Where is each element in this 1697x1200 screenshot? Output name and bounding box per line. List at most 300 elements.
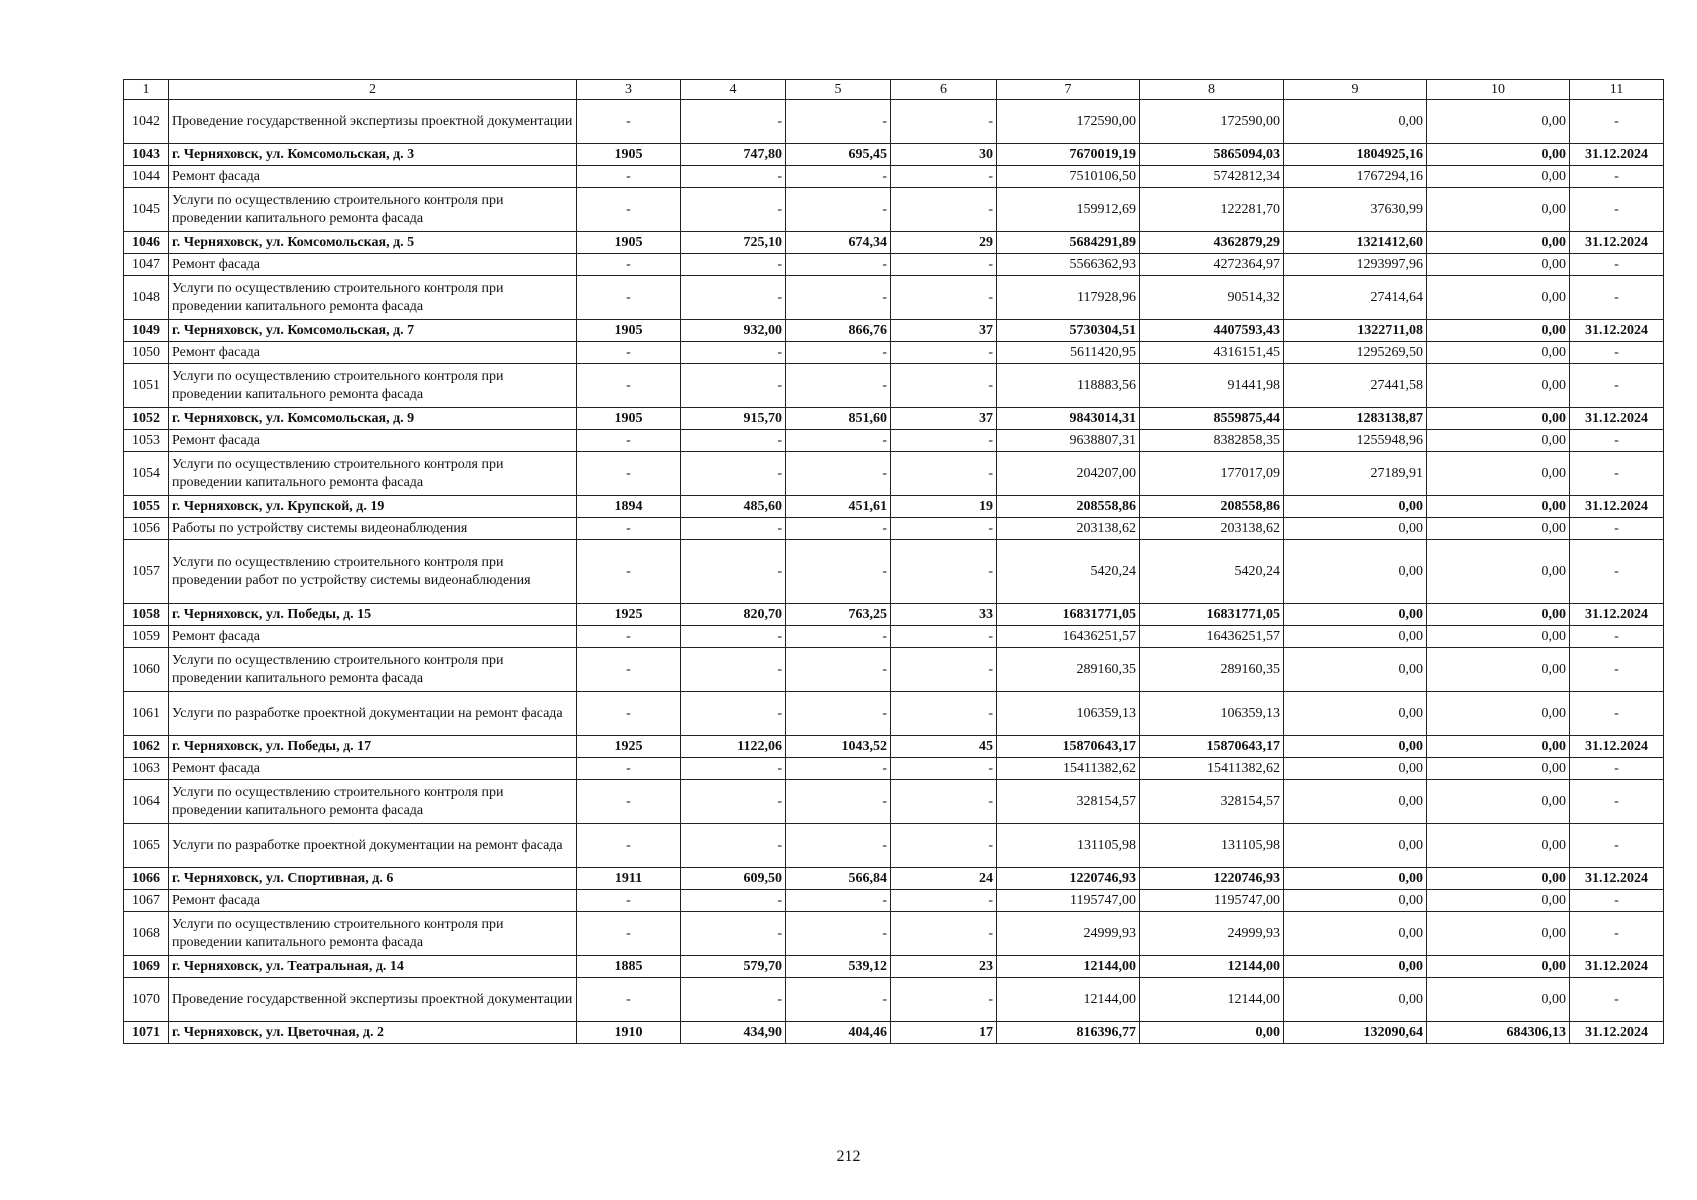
column-number: 9: [1284, 80, 1427, 100]
col-6-value: -: [891, 758, 997, 780]
col-8-amount: 4407593,43: [1140, 320, 1284, 342]
col-11-date: -: [1570, 648, 1664, 692]
col-6-value: -: [891, 166, 997, 188]
col-4-value: 1122,06: [681, 736, 786, 758]
col-7-amount: 5566362,93: [997, 254, 1140, 276]
col-10-amount: 0,00: [1427, 430, 1570, 452]
item-description: Услуги по осуществлению строительного контроля при проведении работ по устройству системы видеонаблюдения: [169, 540, 577, 604]
col-8-amount: 12144,00: [1140, 978, 1284, 1022]
col-9-amount: 0,00: [1284, 540, 1427, 604]
row-number: 1069: [124, 956, 169, 978]
table-row: [124, 890, 1664, 912]
col-7-amount: 16436251,57: [997, 626, 1140, 648]
item-description: г. Черняховск, ул. Победы, д. 15: [169, 604, 577, 626]
col-11-date: -: [1570, 780, 1664, 824]
item-description: Ремонт фасада: [169, 626, 577, 648]
col-3-value: 1905: [577, 232, 681, 254]
col-4-value: -: [681, 364, 786, 408]
col-9-amount: 1283138,87: [1284, 408, 1427, 430]
col-6-value: -: [891, 540, 997, 604]
col-6-value: 37: [891, 320, 997, 342]
item-description: Ремонт фасада: [169, 890, 577, 912]
table-row: [124, 912, 1664, 956]
col-7-amount: 16831771,05: [997, 604, 1140, 626]
table-row-address: [124, 956, 1664, 978]
row-number: 1050: [124, 342, 169, 364]
col-10-amount: 0,00: [1427, 692, 1570, 736]
item-description: Работы по устройству системы видеонаблюдения: [169, 518, 577, 540]
col-4-value: -: [681, 540, 786, 604]
col-5-value: -: [786, 166, 891, 188]
col-4-value: 915,70: [681, 408, 786, 430]
item-description: Услуги по осуществлению строительного контроля при проведении капитального ремонта фасада: [169, 912, 577, 956]
col-4-value: -: [681, 100, 786, 144]
col-5-value: -: [786, 626, 891, 648]
col-9-amount: 0,00: [1284, 692, 1427, 736]
col-9-amount: 0,00: [1284, 780, 1427, 824]
col-4-value: -: [681, 188, 786, 232]
table-row: [124, 342, 1664, 364]
col-8-amount: 289160,35: [1140, 648, 1284, 692]
col-8-amount: 0,00: [1140, 1022, 1284, 1044]
col-11-date: 31.12.2024: [1570, 408, 1664, 430]
col-3-value: -: [577, 342, 681, 364]
col-10-amount: 0,00: [1427, 408, 1570, 430]
row-number: 1044: [124, 166, 169, 188]
col-11-date: 31.12.2024: [1570, 144, 1664, 166]
col-4-value: -: [681, 430, 786, 452]
col-3-value: -: [577, 780, 681, 824]
col-11-date: -: [1570, 890, 1664, 912]
column-number: 6: [891, 80, 997, 100]
col-10-amount: 0,00: [1427, 626, 1570, 648]
col-11-date: -: [1570, 912, 1664, 956]
col-10-amount: 0,00: [1427, 166, 1570, 188]
column-number: 8: [1140, 80, 1284, 100]
col-10-amount: 0,00: [1427, 144, 1570, 166]
col-8-amount: 177017,09: [1140, 452, 1284, 496]
item-description: г. Черняховск, ул. Цветочная, д. 2: [169, 1022, 577, 1044]
col-8-amount: 15870643,17: [1140, 736, 1284, 758]
item-description: Ремонт фасада: [169, 758, 577, 780]
col-11-date: -: [1570, 100, 1664, 144]
col-4-value: -: [681, 780, 786, 824]
col-9-amount: 0,00: [1284, 956, 1427, 978]
col-10-amount: 0,00: [1427, 496, 1570, 518]
col-5-value: -: [786, 912, 891, 956]
col-9-amount: 0,00: [1284, 978, 1427, 1022]
col-5-value: -: [786, 518, 891, 540]
col-11-date: -: [1570, 166, 1664, 188]
table-row-address: [124, 320, 1664, 342]
col-8-amount: 5865094,03: [1140, 144, 1284, 166]
column-number: 11: [1570, 80, 1664, 100]
col-9-amount: 0,00: [1284, 626, 1427, 648]
item-description: Услуги по осуществлению строительного контроля при проведении капитального ремонта фасада: [169, 452, 577, 496]
col-4-value: 932,00: [681, 320, 786, 342]
item-description: Ремонт фасада: [169, 430, 577, 452]
col-9-amount: 27441,58: [1284, 364, 1427, 408]
col-9-amount: 1293997,96: [1284, 254, 1427, 276]
col-6-value: -: [891, 912, 997, 956]
col-3-value: -: [577, 890, 681, 912]
col-10-amount: 0,00: [1427, 868, 1570, 890]
col-9-amount: 0,00: [1284, 868, 1427, 890]
col-10-amount: 0,00: [1427, 824, 1570, 868]
item-description: Ремонт фасада: [169, 166, 577, 188]
col-11-date: 31.12.2024: [1570, 496, 1664, 518]
col-7-amount: 328154,57: [997, 780, 1140, 824]
col-7-amount: 7670019,19: [997, 144, 1140, 166]
col-3-value: 1925: [577, 604, 681, 626]
table-row: [124, 100, 1664, 144]
col-11-date: 31.12.2024: [1570, 868, 1664, 890]
table-row: [124, 978, 1664, 1022]
col-8-amount: 172590,00: [1140, 100, 1284, 144]
table-row: [124, 648, 1664, 692]
col-9-amount: 1295269,50: [1284, 342, 1427, 364]
col-7-amount: 9843014,31: [997, 408, 1140, 430]
col-7-amount: 208558,86: [997, 496, 1140, 518]
col-5-value: -: [786, 648, 891, 692]
col-7-amount: 172590,00: [997, 100, 1140, 144]
table-row-address: [124, 232, 1664, 254]
col-6-value: -: [891, 518, 997, 540]
col-6-value: 45: [891, 736, 997, 758]
col-11-date: -: [1570, 626, 1664, 648]
table-row: [124, 452, 1664, 496]
col-10-amount: 0,00: [1427, 254, 1570, 276]
col-8-amount: 16831771,05: [1140, 604, 1284, 626]
item-description: Услуги по осуществлению строительного контроля при проведении капитального ремонта фасада: [169, 780, 577, 824]
col-3-value: -: [577, 100, 681, 144]
col-8-amount: 4362879,29: [1140, 232, 1284, 254]
col-5-value: 695,45: [786, 144, 891, 166]
col-9-amount: 0,00: [1284, 496, 1427, 518]
table-row-address: [124, 736, 1664, 758]
col-8-amount: 24999,93: [1140, 912, 1284, 956]
item-description: г. Черняховск, ул. Спортивная, д. 6: [169, 868, 577, 890]
col-10-amount: 0,00: [1427, 452, 1570, 496]
col-10-amount: 684306,13: [1427, 1022, 1570, 1044]
row-number: 1056: [124, 518, 169, 540]
col-3-value: -: [577, 540, 681, 604]
col-3-value: 1910: [577, 1022, 681, 1044]
col-5-value: -: [786, 978, 891, 1022]
column-number: 1: [124, 80, 169, 100]
row-number: 1057: [124, 540, 169, 604]
col-7-amount: 7510106,50: [997, 166, 1140, 188]
col-4-value: 747,80: [681, 144, 786, 166]
col-7-amount: 289160,35: [997, 648, 1140, 692]
col-3-value: 1905: [577, 320, 681, 342]
row-number: 1048: [124, 276, 169, 320]
col-8-amount: 131105,98: [1140, 824, 1284, 868]
col-4-value: -: [681, 890, 786, 912]
col-11-date: -: [1570, 342, 1664, 364]
col-5-value: 851,60: [786, 408, 891, 430]
col-4-value: 609,50: [681, 868, 786, 890]
row-number: 1047: [124, 254, 169, 276]
col-9-amount: 0,00: [1284, 912, 1427, 956]
col-4-value: -: [681, 626, 786, 648]
col-5-value: 451,61: [786, 496, 891, 518]
col-8-amount: 4272364,97: [1140, 254, 1284, 276]
col-10-amount: 0,00: [1427, 956, 1570, 978]
item-description: Услуги по осуществлению строительного контроля при проведении капитального ремонта фасада: [169, 276, 577, 320]
col-6-value: -: [891, 188, 997, 232]
col-3-value: -: [577, 188, 681, 232]
col-8-amount: 106359,13: [1140, 692, 1284, 736]
row-number: 1052: [124, 408, 169, 430]
col-10-amount: 0,00: [1427, 100, 1570, 144]
col-7-amount: 118883,56: [997, 364, 1140, 408]
col-6-value: -: [891, 692, 997, 736]
col-6-value: -: [891, 452, 997, 496]
col-7-amount: 5684291,89: [997, 232, 1140, 254]
col-5-value: 866,76: [786, 320, 891, 342]
col-8-amount: 90514,32: [1140, 276, 1284, 320]
col-9-amount: 0,00: [1284, 758, 1427, 780]
col-7-amount: 106359,13: [997, 692, 1140, 736]
col-10-amount: 0,00: [1427, 232, 1570, 254]
item-description: г. Черняховск, ул. Комсомольская, д. 5: [169, 232, 577, 254]
col-10-amount: 0,00: [1427, 364, 1570, 408]
col-11-date: 31.12.2024: [1570, 320, 1664, 342]
column-number: 5: [786, 80, 891, 100]
col-9-amount: 1321412,60: [1284, 232, 1427, 254]
col-6-value: 33: [891, 604, 997, 626]
col-7-amount: 117928,96: [997, 276, 1140, 320]
item-description: Услуги по осуществлению строительного контроля при проведении капитального ремонта фасада: [169, 188, 577, 232]
col-8-amount: 1220746,93: [1140, 868, 1284, 890]
col-6-value: -: [891, 978, 997, 1022]
col-9-amount: 27414,64: [1284, 276, 1427, 320]
table-row: [124, 758, 1664, 780]
item-description: Услуги по осуществлению строительного контроля при проведении капитального ремонта фасада: [169, 364, 577, 408]
col-4-value: -: [681, 276, 786, 320]
table-row-address: [124, 1022, 1664, 1044]
col-8-amount: 208558,86: [1140, 496, 1284, 518]
column-number: 3: [577, 80, 681, 100]
col-7-amount: 9638807,31: [997, 430, 1140, 452]
col-8-amount: 122281,70: [1140, 188, 1284, 232]
row-number: 1054: [124, 452, 169, 496]
table-row: [124, 626, 1664, 648]
col-11-date: -: [1570, 518, 1664, 540]
row-number: 1045: [124, 188, 169, 232]
table-row-address: [124, 408, 1664, 430]
col-3-value: 1925: [577, 736, 681, 758]
col-7-amount: 204207,00: [997, 452, 1140, 496]
col-8-amount: 4316151,45: [1140, 342, 1284, 364]
col-4-value: -: [681, 692, 786, 736]
col-5-value: -: [786, 430, 891, 452]
col-6-value: -: [891, 254, 997, 276]
col-6-value: -: [891, 824, 997, 868]
col-10-amount: 0,00: [1427, 320, 1570, 342]
col-11-date: -: [1570, 824, 1664, 868]
col-3-value: -: [577, 824, 681, 868]
col-4-value: 434,90: [681, 1022, 786, 1044]
col-4-value: -: [681, 452, 786, 496]
col-6-value: -: [891, 648, 997, 692]
col-4-value: 725,10: [681, 232, 786, 254]
col-7-amount: 5611420,95: [997, 342, 1140, 364]
item-description: Проведение государственной экспертизы проектной документации: [169, 100, 577, 144]
item-description: г. Черняховск, ул. Комсомольская, д. 9: [169, 408, 577, 430]
table-row: [124, 364, 1664, 408]
col-10-amount: 0,00: [1427, 780, 1570, 824]
col-5-value: -: [786, 824, 891, 868]
col-5-value: -: [786, 188, 891, 232]
col-5-value: 539,12: [786, 956, 891, 978]
col-8-amount: 16436251,57: [1140, 626, 1284, 648]
col-3-value: -: [577, 978, 681, 1022]
col-10-amount: 0,00: [1427, 188, 1570, 232]
item-description: Проведение государственной экспертизы проектной документации: [169, 978, 577, 1022]
col-9-amount: 0,00: [1284, 648, 1427, 692]
col-6-value: -: [891, 276, 997, 320]
table-row-address: [124, 604, 1664, 626]
col-7-amount: 24999,93: [997, 912, 1140, 956]
col-5-value: -: [786, 452, 891, 496]
row-number: 1060: [124, 648, 169, 692]
col-7-amount: 5730304,51: [997, 320, 1140, 342]
col-7-amount: 816396,77: [997, 1022, 1140, 1044]
col-7-amount: 12144,00: [997, 978, 1140, 1022]
col-3-value: 1905: [577, 144, 681, 166]
col-10-amount: 0,00: [1427, 758, 1570, 780]
col-7-amount: 12144,00: [997, 956, 1140, 978]
col-10-amount: 0,00: [1427, 978, 1570, 1022]
item-description: г. Черняховск, ул. Комсомольская, д. 3: [169, 144, 577, 166]
col-9-amount: 27189,91: [1284, 452, 1427, 496]
col-8-amount: 203138,62: [1140, 518, 1284, 540]
col-9-amount: 37630,99: [1284, 188, 1427, 232]
row-number: 1058: [124, 604, 169, 626]
col-3-value: 1911: [577, 868, 681, 890]
col-11-date: -: [1570, 978, 1664, 1022]
col-9-amount: 0,00: [1284, 100, 1427, 144]
row-number: 1049: [124, 320, 169, 342]
col-7-amount: 5420,24: [997, 540, 1140, 604]
item-description: Услуги по разработке проектной документации на ремонт фасада: [169, 824, 577, 868]
col-5-value: -: [786, 692, 891, 736]
col-6-value: 30: [891, 144, 997, 166]
register-table: [123, 79, 1664, 1044]
col-11-date: -: [1570, 254, 1664, 276]
item-description: Услуги по осуществлению строительного контроля при проведении капитального ремонта фасада: [169, 648, 577, 692]
col-5-value: 1043,52: [786, 736, 891, 758]
col-9-amount: 132090,64: [1284, 1022, 1427, 1044]
col-6-value: -: [891, 364, 997, 408]
col-3-value: -: [577, 626, 681, 648]
col-5-value: -: [786, 254, 891, 276]
item-description: г. Черняховск, ул. Театральная, д. 14: [169, 956, 577, 978]
col-7-amount: 1195747,00: [997, 890, 1140, 912]
col-11-date: 31.12.2024: [1570, 1022, 1664, 1044]
col-10-amount: 0,00: [1427, 540, 1570, 604]
item-description: Ремонт фасада: [169, 342, 577, 364]
item-description: г. Черняховск, ул. Победы, д. 17: [169, 736, 577, 758]
col-5-value: -: [786, 780, 891, 824]
col-5-value: 763,25: [786, 604, 891, 626]
col-9-amount: 1767294,16: [1284, 166, 1427, 188]
col-3-value: -: [577, 276, 681, 320]
col-5-value: -: [786, 540, 891, 604]
page-number: 212: [836, 1148, 861, 1165]
col-11-date: -: [1570, 364, 1664, 408]
table-row-address: [124, 144, 1664, 166]
col-6-value: -: [891, 626, 997, 648]
row-number: 1064: [124, 780, 169, 824]
item-description: Услуги по разработке проектной документации на ремонт фасада: [169, 692, 577, 736]
item-description: г. Черняховск, ул. Крупской, д. 19: [169, 496, 577, 518]
col-6-value: 24: [891, 868, 997, 890]
col-5-value: -: [786, 342, 891, 364]
row-number: 1051: [124, 364, 169, 408]
col-7-amount: 159912,69: [997, 188, 1140, 232]
col-4-value: -: [681, 254, 786, 276]
col-3-value: -: [577, 452, 681, 496]
item-description: Ремонт фасада: [169, 254, 577, 276]
col-6-value: 17: [891, 1022, 997, 1044]
col-7-amount: 203138,62: [997, 518, 1140, 540]
col-5-value: -: [786, 100, 891, 144]
col-10-amount: 0,00: [1427, 604, 1570, 626]
col-11-date: -: [1570, 430, 1664, 452]
col-4-value: 485,60: [681, 496, 786, 518]
table-row: [124, 518, 1664, 540]
col-8-amount: 5420,24: [1140, 540, 1284, 604]
item-description: г. Черняховск, ул. Комсомольская, д. 7: [169, 320, 577, 342]
col-3-value: -: [577, 692, 681, 736]
col-3-value: -: [577, 254, 681, 276]
column-number: 10: [1427, 80, 1570, 100]
col-5-value: 404,46: [786, 1022, 891, 1044]
col-6-value: 23: [891, 956, 997, 978]
row-number: 1071: [124, 1022, 169, 1044]
col-3-value: 1905: [577, 408, 681, 430]
col-5-value: -: [786, 890, 891, 912]
col-11-date: -: [1570, 452, 1664, 496]
col-4-value: -: [681, 342, 786, 364]
row-number: 1066: [124, 868, 169, 890]
col-4-value: -: [681, 912, 786, 956]
col-5-value: -: [786, 758, 891, 780]
col-11-date: -: [1570, 692, 1664, 736]
col-10-amount: 0,00: [1427, 518, 1570, 540]
row-number: 1059: [124, 626, 169, 648]
row-number: 1065: [124, 824, 169, 868]
row-number: 1063: [124, 758, 169, 780]
table-row: [124, 254, 1664, 276]
col-9-amount: 0,00: [1284, 890, 1427, 912]
table-row: [124, 692, 1664, 736]
col-4-value: -: [681, 518, 786, 540]
col-3-value: -: [577, 364, 681, 408]
table-row-address: [124, 868, 1664, 890]
col-4-value: -: [681, 166, 786, 188]
col-7-amount: 1220746,93: [997, 868, 1140, 890]
row-number: 1070: [124, 978, 169, 1022]
column-number-row: [124, 80, 1664, 100]
col-6-value: -: [891, 780, 997, 824]
col-7-amount: 15870643,17: [997, 736, 1140, 758]
col-9-amount: 1322711,08: [1284, 320, 1427, 342]
col-8-amount: 8382858,35: [1140, 430, 1284, 452]
